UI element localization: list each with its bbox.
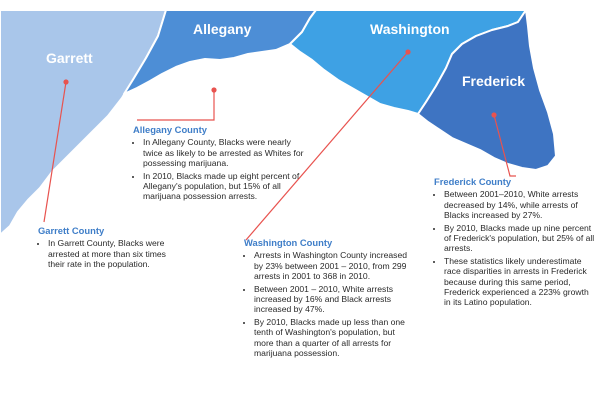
garrett-map-label: Garrett <box>46 50 93 66</box>
list-item: • By 2010, Blacks made up nine percent of Frederick's population, but 25% of all arrests. <box>444 223 596 254</box>
allegany-map-label: Allegany <box>193 21 252 37</box>
allegany-bullet-list <box>133 137 311 201</box>
list-item: • Between 2001 – 2010, White arrests increased by 16% and Black arrests increased by 47%. <box>254 284 414 315</box>
list-item: • In Allegany County, Blacks were nearly twice as likely to be arrested as Whites for possessing marijuana. <box>143 137 311 168</box>
list-item: • Arrests in Washington County increased by 23% between 2001 – 2010, from 299 arrests in 2001 to 368 in 2010. <box>254 250 414 281</box>
garrett-callout <box>38 226 178 272</box>
list-item: • Between 2001–2010, White arrests decreased by 14%, while arrests of Blacks increased by 27%. <box>444 189 596 220</box>
washington-map-label: Washington <box>370 21 450 37</box>
frederick-callout-heading: Frederick County <box>434 176 512 187</box>
washington-leader-dot <box>405 49 410 54</box>
list-item: • By 2010, Blacks made up less than one tenth of Washington's population, but more than a quarter of all arrests for marijuana possession. <box>254 317 414 359</box>
washington-bullet-list <box>244 250 414 358</box>
washington-callout-heading: Washington County <box>244 237 333 248</box>
frederick-callout <box>434 177 596 310</box>
garrett-callout-heading: Garrett County <box>38 225 105 236</box>
list-item: • These statistics likely underestimate race disparities in arrests in Frederick because during this same period, Frederick experienced a 223% growth in its Latino population. <box>444 256 596 308</box>
frederick-bullet-list <box>434 189 596 307</box>
garrett-bullet-list <box>38 238 178 269</box>
washington-callout <box>244 238 414 360</box>
allegany-callout <box>133 125 311 204</box>
allegany-leader-dot <box>211 87 216 92</box>
list-item: • In 2010, Blacks made up eight percent of Allegany's population, but 15% of all marijuana possession arrests. <box>143 171 311 202</box>
frederick-map-label: Frederick <box>462 73 526 89</box>
frederick-leader-dot <box>491 112 496 117</box>
allegany-leader-line <box>137 90 214 120</box>
list-item: • In Garrett County, Blacks were arrested at more than six times their rate in the population. <box>48 238 178 269</box>
allegany-callout-heading: Allegany County <box>133 124 207 135</box>
garrett-leader-dot <box>63 79 68 84</box>
